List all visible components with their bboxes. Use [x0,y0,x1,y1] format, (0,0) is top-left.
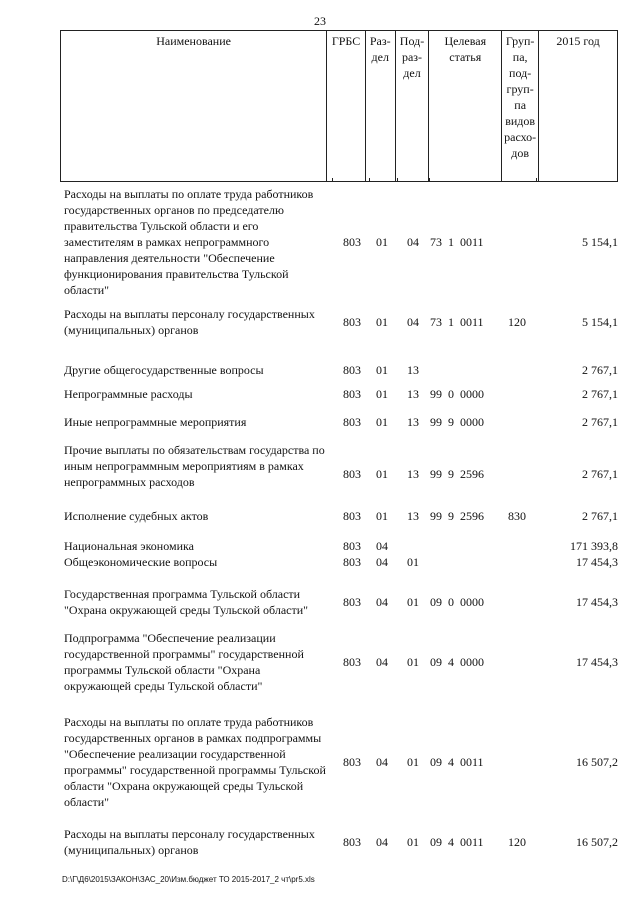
row-grbs: 803 [343,539,361,553]
row-name: Расходы на выплаты персоналу государственных (муниципальных) органов [64,827,315,857]
row-gruppa: 120 [508,835,526,849]
row-podrazdel: 01 [407,835,419,849]
file-path-footer: D:\Г\Д6\2015\ЗАКОН\ЗАС_20\Изм.бюджет ТО 2015-2017_2 чт\pr5.xls [62,875,315,884]
row-podrazdel: 13 [407,509,419,523]
row-razdel: 04 [376,539,388,553]
row-podrazdel: 01 [407,555,419,569]
row-podrazdel: 13 [407,467,419,481]
row-sum: 17 454,3 [576,595,618,609]
row-gruppa: 830 [508,509,526,523]
row-razdel: 01 [376,235,388,249]
row-sum: 16 507,2 [576,835,618,849]
row-sum: 2 767,1 [582,467,618,481]
row-razdel: 01 [376,363,388,377]
row-celevaya: 99 9 0000 [430,415,484,429]
row-podrazdel: 01 [407,755,419,769]
row-razdel: 04 [376,555,388,569]
row-name: Подпрограмма "Обеспечение реализации государственной программы" государственной программы Тульской области "Охрана окружающей среды Тульской области" [64,631,304,693]
row-grbs: 803 [343,555,361,569]
page-number: 23 [314,14,326,28]
column-divider [429,178,430,182]
table-row [64,414,618,430]
row-name: Непрограммные расходы [64,387,193,401]
row-name: Национальная экономика [64,539,194,553]
column-divider [369,178,370,182]
row-podrazdel: 04 [407,315,419,329]
row-podrazdel: 13 [407,363,419,377]
row-grbs: 803 [343,315,361,329]
row-grbs: 803 [343,235,361,249]
row-celevaya: 09 0 0000 [430,595,484,609]
row-name: Государственная программа Тульской области "Охрана окружающей среды Тульской области" [64,587,309,617]
header-grbs: ГРБС [327,31,366,182]
table-row [64,386,618,402]
row-sum: 171 393,8 [570,539,618,553]
row-grbs: 803 [343,595,361,609]
table-row [64,306,618,338]
row-razdel: 01 [376,315,388,329]
table-row [64,586,618,618]
row-celevaya: 99 9 2596 [430,509,484,523]
row-sum: 2 767,1 [582,387,618,401]
row-razdel: 04 [376,655,388,669]
header-celevaya: Целевая статья [429,31,502,182]
row-sum: 5 154,1 [582,315,618,329]
table-row [64,554,618,570]
row-celevaya: 73 1 0011 [430,235,484,249]
row-celevaya: 99 0 0000 [430,387,484,401]
row-grbs: 803 [343,415,361,429]
row-razdel: 01 [376,467,388,481]
row-name: Прочие выплаты по обязательствам государства по иным непрограммным мероприятиям в рамках непрограммных расходов [64,443,325,489]
row-sum: 17 454,3 [576,655,618,669]
row-grbs: 803 [343,509,361,523]
header-name: Наименование [61,31,327,182]
header-razdel: Раз- дел [365,31,395,182]
column-divider [536,178,537,182]
row-grbs: 803 [343,755,361,769]
row-celevaya: 09 4 0000 [430,655,484,669]
row-sum: 5 154,1 [582,235,618,249]
row-name: Расходы на выплаты персоналу государственных (муниципальных) органов [64,307,315,337]
row-podrazdel: 13 [407,415,419,429]
table-row [64,826,618,858]
row-razdel: 01 [376,415,388,429]
row-celevaya: 09 4 0011 [430,835,484,849]
table-row [64,508,618,524]
row-sum: 2 767,1 [582,363,618,377]
row-podrazdel: 01 [407,595,419,609]
row-grbs: 803 [343,363,361,377]
table-header [60,30,618,182]
header-podrazdel: Под- раз- дел [395,31,429,182]
row-name: Расходы на выплаты по оплате труда работников государственных органов в рамках подпрограммы "Обеспечение реализации государственной программы" государственной программы Тульской области "Охрана окружающей среды Тульской области" [64,715,326,809]
row-name: Исполнение судебных актов [64,509,209,523]
row-podrazdel: 04 [407,235,419,249]
row-sum: 2 767,1 [582,415,618,429]
column-divider [332,178,333,182]
row-podrazdel: 13 [407,387,419,401]
row-grbs: 803 [343,835,361,849]
row-gruppa: 120 [508,315,526,329]
table-row [64,186,618,298]
row-celevaya: 73 1 0011 [430,315,484,329]
table-row [64,630,618,694]
row-grbs: 803 [343,655,361,669]
row-name: Расходы на выплаты по оплате труда работников государственных органов по председателю правительства Тульской области и его заместителям в рамках непрограммного направления деятельности "Обеспечение функционирования правительства Тульской области" [64,187,314,297]
row-name: Общеэкономические вопросы [64,555,218,569]
row-sum: 16 507,2 [576,755,618,769]
row-grbs: 803 [343,387,361,401]
row-razdel: 04 [376,755,388,769]
row-razdel: 01 [376,509,388,523]
table-row [64,362,618,378]
table-row [64,538,618,554]
row-razdel: 01 [376,387,388,401]
header-gruppa: Груп- па, под- груп- па видов расхо- дов [502,31,539,182]
column-divider [397,178,398,182]
row-grbs: 803 [343,467,361,481]
row-sum: 2 767,1 [582,509,618,523]
column-divider [501,178,502,182]
row-celevaya: 99 9 2596 [430,467,484,481]
row-razdel: 04 [376,835,388,849]
table-row [64,442,618,506]
row-name: Иные непрограммные мероприятия [64,415,247,429]
row-name: Другие общегосударственные вопросы [64,363,264,377]
row-sum: 17 454,3 [576,555,618,569]
header-year: 2015 год [539,31,618,182]
row-podrazdel: 01 [407,655,419,669]
row-celevaya: 09 4 0011 [430,755,484,769]
row-razdel: 04 [376,595,388,609]
table-row [64,714,618,810]
